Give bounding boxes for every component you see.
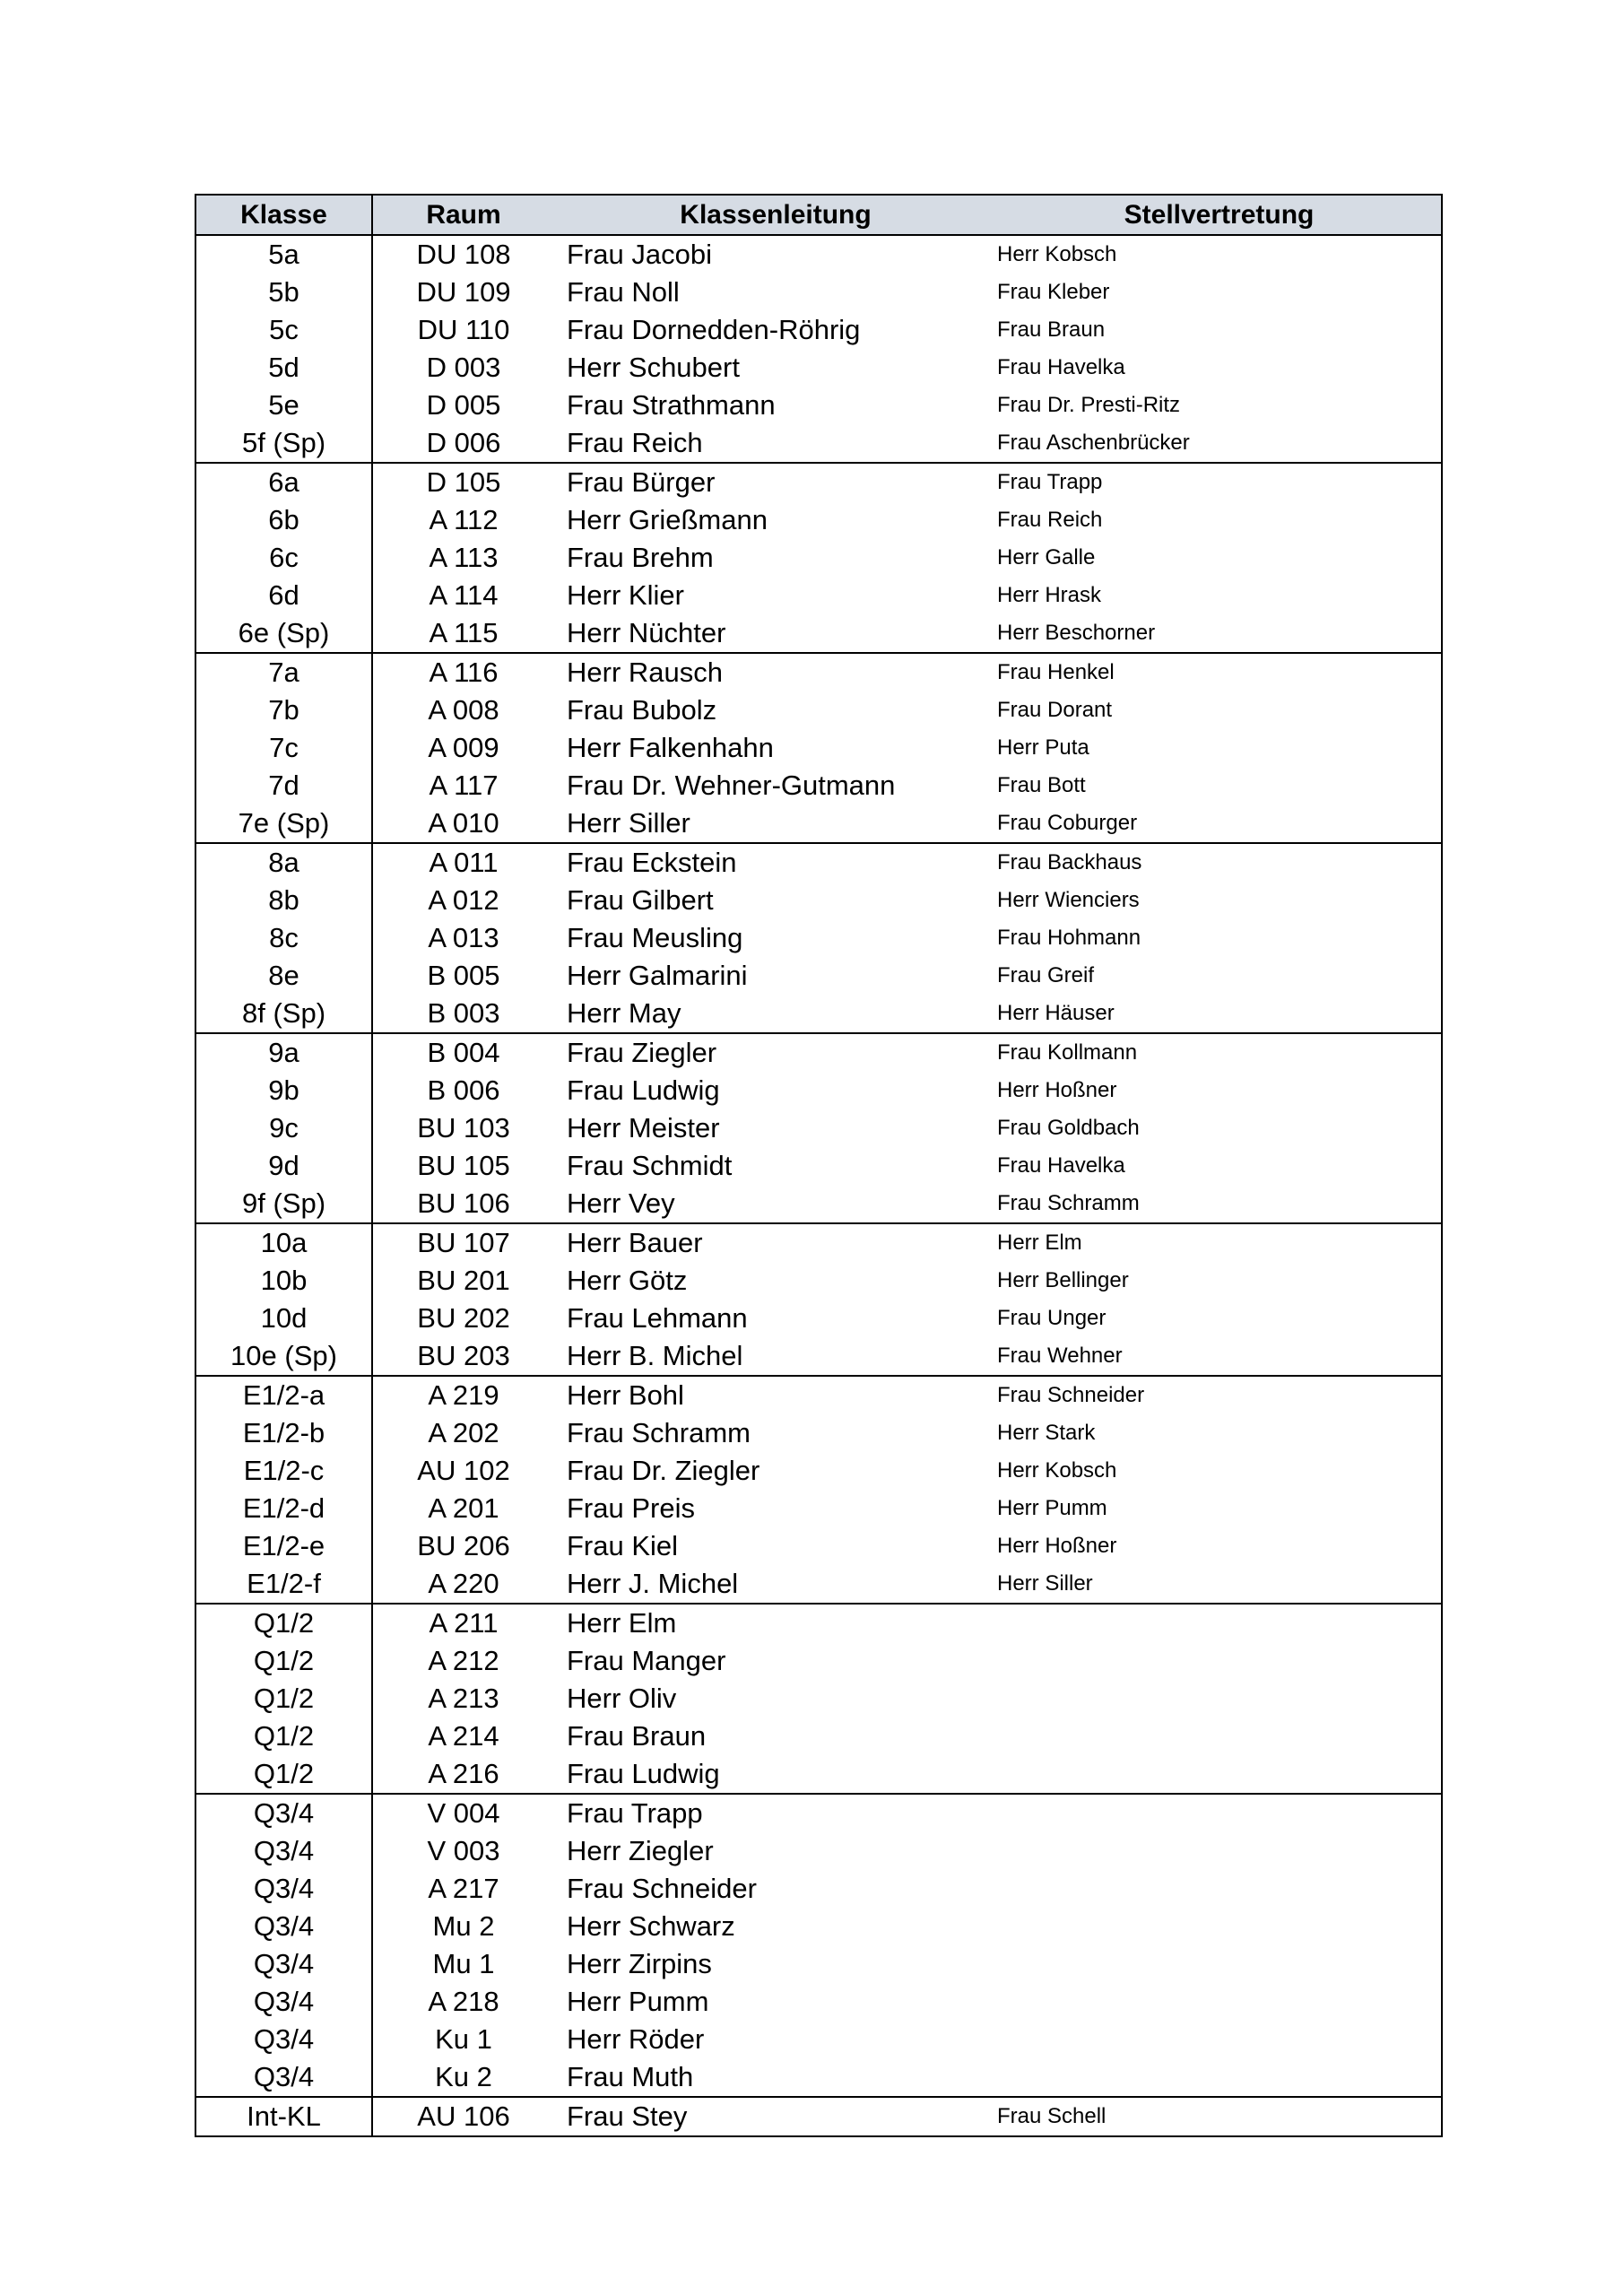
cell-klasse: E1/2-a [196, 1377, 373, 1414]
header-raum: Raum [426, 200, 501, 230]
cell-klassenleitung: Herr Götz [567, 1265, 688, 1296]
table-row [196, 1262, 1441, 1300]
cell-klassenleitung: Frau Bubolz [567, 694, 717, 726]
cell-stellvertretung: Frau Braun [997, 317, 1106, 342]
cell-stellvertretung: Herr Pumm [997, 1496, 1107, 1520]
cell-klassenleitung: Herr Bauer [567, 1227, 703, 1258]
table-row [196, 274, 1441, 311]
cell-klassenleitung: Herr Nüchter [567, 617, 726, 648]
cell-raum: V 003 [427, 1835, 500, 1866]
header-stellvertretung: Stellvertretung [1124, 200, 1315, 230]
cell-stellvertretung: Frau Dr. Presti-Ritz [997, 393, 1181, 417]
cell-raum: B 005 [427, 960, 500, 991]
cell-raum: Ku 1 [435, 2023, 492, 2055]
row-group [196, 1222, 1441, 1375]
cell-klassenleitung: Herr Schwarz [567, 1910, 735, 1942]
cell-stellvertretung: Frau Henkel [997, 660, 1115, 684]
cell-klassenleitung: Herr Meister [567, 1112, 720, 1144]
cell-raum: A 202 [428, 1417, 499, 1448]
table-row [196, 844, 1441, 882]
row-group [196, 2096, 1441, 2135]
cell-raum: D 006 [426, 427, 501, 458]
cell-raum: BU 203 [417, 1340, 510, 1371]
cell-raum: A 214 [428, 1720, 499, 1752]
cell-raum: A 009 [428, 732, 499, 763]
cell-stellvertretung: Frau Hohmann [997, 926, 1141, 950]
table-row [196, 1452, 1441, 1490]
table-row [196, 349, 1441, 387]
cell-klasse: 8f (Sp) [196, 995, 373, 1032]
cell-stellvertretung: Herr Bellinger [997, 1268, 1129, 1292]
cell-klasse: E1/2-d [196, 1490, 373, 1527]
cell-klassenleitung: Frau Brehm [567, 542, 714, 573]
table-row [196, 614, 1441, 652]
cell-stellvertretung: Frau Kleber [997, 280, 1110, 304]
cell-stellvertretung: Frau Backhaus [997, 850, 1142, 874]
cell-klassenleitung: Herr Elm [567, 1607, 677, 1639]
row-group [196, 1793, 1441, 2096]
cell-klassenleitung: Frau Manger [567, 1645, 726, 1676]
table-row [196, 1185, 1441, 1222]
table-row [196, 424, 1441, 462]
table-row [196, 1109, 1441, 1147]
cell-stellvertretung: Frau Schneider [997, 1383, 1145, 1407]
table-row [196, 691, 1441, 729]
cell-klassenleitung: Herr Siller [567, 807, 690, 839]
table-row [196, 1072, 1441, 1109]
cell-klasse: 7a [196, 654, 373, 691]
cell-klasse: 10e (Sp) [196, 1337, 373, 1375]
cell-stellvertretung: Herr Puta [997, 735, 1089, 760]
cell-klasse: Q3/4 [196, 2021, 373, 2058]
cell-raum: A 201 [428, 1492, 499, 1524]
cell-raum: BU 201 [417, 1265, 510, 1296]
cell-klasse: 7b [196, 691, 373, 729]
table-row [196, 1377, 1441, 1414]
cell-raum: B 006 [427, 1074, 500, 1106]
cell-klasse: Q3/4 [196, 1945, 373, 1983]
cell-raum: A 217 [428, 1873, 499, 1904]
cell-klassenleitung: Frau Noll [567, 276, 680, 308]
cell-klassenleitung: Frau Ludwig [567, 1074, 720, 1106]
cell-raum: Ku 2 [435, 2061, 492, 2092]
cell-raum: BU 202 [417, 1302, 510, 1334]
cell-raum: AU 102 [417, 1455, 510, 1486]
cell-klassenleitung: Frau Strathmann [567, 389, 776, 421]
cell-raum: AU 106 [417, 2100, 510, 2132]
cell-stellvertretung: Frau Wehner [997, 1344, 1123, 1368]
cell-klasse: Q3/4 [196, 1983, 373, 2021]
table-row [196, 1755, 1441, 1793]
cell-klassenleitung: Herr Ziegler [567, 1835, 714, 1866]
table-row [196, 767, 1441, 804]
cell-klassenleitung: Herr Oliv [567, 1683, 677, 1714]
cell-klassenleitung: Frau Dr. Wehner-Gutmann [567, 770, 896, 801]
cell-klasse: 5f (Sp) [196, 424, 373, 462]
cell-klasse: 6e (Sp) [196, 614, 373, 652]
table-row [196, 2021, 1441, 2058]
cell-klasse: 6b [196, 501, 373, 539]
row-group [196, 462, 1441, 652]
cell-klassenleitung: Herr Pumm [567, 1986, 709, 2017]
cell-klasse: 5c [196, 311, 373, 349]
cell-stellvertretung: Herr Elm [997, 1231, 1082, 1255]
table-row [196, 387, 1441, 424]
cell-klasse: 10d [196, 1300, 373, 1337]
cell-klasse: E1/2-b [196, 1414, 373, 1452]
table-row [196, 1908, 1441, 1945]
cell-klassenleitung: Frau Preis [567, 1492, 695, 1524]
table-header [196, 196, 1441, 236]
table-row [196, 1414, 1441, 1452]
table-row [196, 957, 1441, 995]
cell-stellvertretung: Herr Hoßner [997, 1078, 1117, 1102]
cell-klasse: 5a [196, 236, 373, 274]
cell-klassenleitung: Herr Röder [567, 2023, 705, 2055]
cell-klassenleitung: Frau Lehmann [567, 1302, 748, 1334]
table-row [196, 1337, 1441, 1375]
cell-klasse: E1/2-c [196, 1452, 373, 1490]
cell-klasse: Q3/4 [196, 1795, 373, 1832]
cell-klasse: 6c [196, 539, 373, 577]
cell-klasse: 10a [196, 1224, 373, 1262]
cell-klasse: 8b [196, 882, 373, 919]
cell-raum: A 220 [428, 1568, 499, 1599]
cell-klasse: Q1/2 [196, 1680, 373, 1718]
cell-raum: DU 108 [416, 239, 511, 270]
cell-klassenleitung: Frau Eckstein [567, 847, 737, 878]
cell-raum: Mu 1 [432, 1948, 495, 1979]
table-row [196, 1300, 1441, 1337]
cell-klasse: 8e [196, 957, 373, 995]
cell-klasse: 5b [196, 274, 373, 311]
cell-raum: A 010 [428, 807, 499, 839]
table-row [196, 729, 1441, 767]
cell-klasse: Q3/4 [196, 2058, 373, 2096]
cell-klasse: 9c [196, 1109, 373, 1147]
cell-klassenleitung: Frau Muth [567, 2061, 694, 2092]
cell-raum: D 003 [426, 352, 501, 383]
cell-stellvertretung: Herr Stark [997, 1421, 1096, 1445]
cell-raum: A 212 [428, 1645, 499, 1676]
cell-klassenleitung: Frau Meusling [567, 922, 743, 953]
cell-raum: D 005 [426, 389, 501, 421]
cell-stellvertretung: Herr Wienciers [997, 888, 1140, 912]
cell-klasse: 6d [196, 577, 373, 614]
table-row [196, 1680, 1441, 1718]
cell-klassenleitung: Frau Schramm [567, 1417, 751, 1448]
cell-raum: A 117 [429, 770, 499, 801]
cell-stellvertretung: Herr Häuser [997, 1001, 1115, 1025]
cell-klassenleitung: Frau Schmidt [567, 1150, 733, 1181]
cell-raum: A 114 [429, 579, 499, 611]
cell-stellvertretung: Herr Kobsch [997, 242, 1117, 266]
table-row [196, 311, 1441, 349]
cell-raum: B 003 [427, 997, 500, 1029]
cell-raum: A 013 [428, 922, 499, 953]
cell-klassenleitung: Herr Schubert [567, 352, 740, 383]
cell-stellvertretung: Herr Kobsch [997, 1458, 1117, 1483]
cell-stellvertretung: Frau Bott [997, 773, 1086, 797]
cell-klassenleitung: Herr Zirpins [567, 1948, 712, 1979]
cell-klassenleitung: Herr Galmarini [567, 960, 748, 991]
table-row [196, 1718, 1441, 1755]
cell-raum: Mu 2 [432, 1910, 495, 1942]
cell-raum: BU 106 [417, 1187, 510, 1219]
cell-klassenleitung: Herr B. Michel [567, 1340, 743, 1371]
cell-klasse: Q3/4 [196, 1870, 373, 1908]
table-row [196, 501, 1441, 539]
cell-klassenleitung: Frau Jacobi [567, 239, 712, 270]
table-row [196, 539, 1441, 577]
table-row [196, 1983, 1441, 2021]
cell-stellvertretung: Frau Greif [997, 963, 1095, 987]
cell-klasse: Q3/4 [196, 1908, 373, 1945]
cell-klassenleitung: Frau Ziegler [567, 1037, 717, 1068]
cell-klassenleitung: Frau Reich [567, 427, 703, 458]
cell-klasse: 5e [196, 387, 373, 424]
cell-stellvertretung: Frau Schell [997, 2104, 1107, 2128]
cell-raum: BU 206 [417, 1530, 510, 1561]
cell-raum: A 116 [429, 657, 499, 688]
cell-stellvertretung: Frau Trapp [997, 470, 1103, 494]
cell-klassenleitung: Frau Dornedden-Röhrig [567, 314, 861, 345]
cell-klassenleitung: Frau Trapp [567, 1797, 703, 1829]
table-row [196, 1527, 1441, 1565]
table-row [196, 1147, 1441, 1185]
table-row [196, 1034, 1441, 1072]
table-row [196, 1565, 1441, 1603]
cell-stellvertretung: Frau Havelka [997, 355, 1125, 379]
header-klasse: Klasse [196, 196, 373, 234]
cell-raum: A 011 [429, 847, 499, 878]
cell-stellvertretung: Herr Siller [997, 1571, 1093, 1596]
row-group [196, 1375, 1441, 1603]
cell-stellvertretung: Herr Beschorner [997, 621, 1156, 645]
cell-klasse: 8a [196, 844, 373, 882]
table-row [196, 804, 1441, 842]
cell-klasse: Q1/2 [196, 1718, 373, 1755]
cell-raum: BU 105 [417, 1150, 510, 1181]
cell-klassenleitung: Herr Grießmann [567, 504, 768, 535]
cell-klasse: 10b [196, 1262, 373, 1300]
cell-klassenleitung: Herr J. Michel [567, 1568, 739, 1599]
table-row [196, 1795, 1441, 1832]
cell-stellvertretung: Frau Goldbach [997, 1116, 1140, 1140]
cell-stellvertretung: Frau Reich [997, 508, 1103, 532]
header-klassenleitung: Klassenleitung [680, 200, 872, 230]
cell-raum: A 213 [428, 1683, 499, 1714]
cell-klasse: 9f (Sp) [196, 1185, 373, 1222]
row-group [196, 1032, 1441, 1222]
table-row [196, 654, 1441, 691]
cell-raum: A 012 [428, 884, 499, 916]
table-row [196, 1605, 1441, 1642]
row-group [196, 842, 1441, 1032]
cell-raum: A 219 [428, 1379, 499, 1411]
cell-raum: A 115 [429, 617, 499, 648]
cell-stellvertretung: Frau Havelka [997, 1153, 1125, 1178]
table-row [196, 2098, 1441, 2135]
cell-raum: D 105 [426, 466, 501, 498]
cell-klasse: 7e (Sp) [196, 804, 373, 842]
cell-klassenleitung: Frau Bürger [567, 466, 716, 498]
cell-klasse: Q3/4 [196, 1832, 373, 1870]
cell-raum: DU 109 [416, 276, 511, 308]
cell-raum: V 004 [427, 1797, 500, 1829]
cell-raum: BU 103 [417, 1112, 510, 1144]
table-row [196, 882, 1441, 919]
cell-klasse: 9b [196, 1072, 373, 1109]
table-row [196, 1945, 1441, 1983]
cell-klasse: Q1/2 [196, 1605, 373, 1642]
cell-raum: A 112 [429, 504, 499, 535]
cell-stellvertretung: Frau Schramm [997, 1191, 1140, 1215]
cell-klasse: 9a [196, 1034, 373, 1072]
cell-klasse: 9d [196, 1147, 373, 1185]
table-row [196, 1490, 1441, 1527]
table-row [196, 577, 1441, 614]
cell-klassenleitung: Herr Bohl [567, 1379, 684, 1411]
cell-klassenleitung: Frau Braun [567, 1720, 707, 1752]
cell-klasse: E1/2-f [196, 1565, 373, 1603]
table-row [196, 1224, 1441, 1262]
table-body [196, 236, 1441, 2135]
cell-klasse: Int-KL [196, 2098, 373, 2135]
table-row [196, 464, 1441, 501]
cell-klasse: 8c [196, 919, 373, 957]
cell-stellvertretung: Frau Unger [997, 1306, 1107, 1330]
cell-klassenleitung: Frau Ludwig [567, 1758, 720, 1789]
cell-klassenleitung: Frau Dr. Ziegler [567, 1455, 760, 1486]
cell-raum: A 211 [429, 1607, 499, 1639]
row-group [196, 236, 1441, 462]
cell-klassenleitung: Frau Gilbert [567, 884, 714, 916]
cell-klasse: E1/2-e [196, 1527, 373, 1565]
cell-stellvertretung: Frau Aschenbrücker [997, 430, 1190, 455]
cell-klassenleitung: Herr Rausch [567, 657, 723, 688]
cell-stellvertretung: Frau Dorant [997, 698, 1113, 722]
cell-raum: A 218 [428, 1986, 499, 2017]
cell-klasse: Q1/2 [196, 1755, 373, 1793]
cell-klassenleitung: Frau Kiel [567, 1530, 679, 1561]
table-row [196, 1642, 1441, 1680]
cell-raum: A 216 [428, 1758, 499, 1789]
cell-raum: A 008 [428, 694, 499, 726]
cell-klasse: 7d [196, 767, 373, 804]
cell-klasse: Q1/2 [196, 1642, 373, 1680]
cell-klassenleitung: Frau Schneider [567, 1873, 757, 1904]
cell-klassenleitung: Herr Vey [567, 1187, 675, 1219]
cell-klasse: 5d [196, 349, 373, 387]
cell-klassenleitung: Herr Klier [567, 579, 684, 611]
table-row [196, 919, 1441, 957]
class-table [195, 194, 1443, 2137]
cell-stellvertretung: Herr Galle [997, 545, 1096, 570]
table-row [196, 1832, 1441, 1870]
table-row [196, 995, 1441, 1032]
table-row [196, 2058, 1441, 2096]
cell-raum: DU 110 [417, 314, 510, 345]
row-group [196, 1603, 1441, 1793]
cell-klasse: 6a [196, 464, 373, 501]
cell-klassenleitung: Frau Stey [567, 2100, 688, 2132]
cell-stellvertretung: Herr Hrask [997, 583, 1102, 607]
cell-raum: BU 107 [417, 1227, 510, 1258]
table-row [196, 1870, 1441, 1908]
table-row [196, 236, 1441, 274]
cell-klassenleitung: Herr Falkenhahn [567, 732, 774, 763]
cell-stellvertretung: Frau Coburger [997, 811, 1138, 835]
cell-raum: B 004 [427, 1037, 500, 1068]
cell-stellvertretung: Frau Kollmann [997, 1040, 1138, 1065]
cell-klasse: 7c [196, 729, 373, 767]
cell-raum: A 113 [429, 542, 499, 573]
cell-klassenleitung: Herr May [567, 997, 681, 1029]
row-group [196, 652, 1441, 842]
cell-stellvertretung: Herr Hoßner [997, 1534, 1117, 1558]
